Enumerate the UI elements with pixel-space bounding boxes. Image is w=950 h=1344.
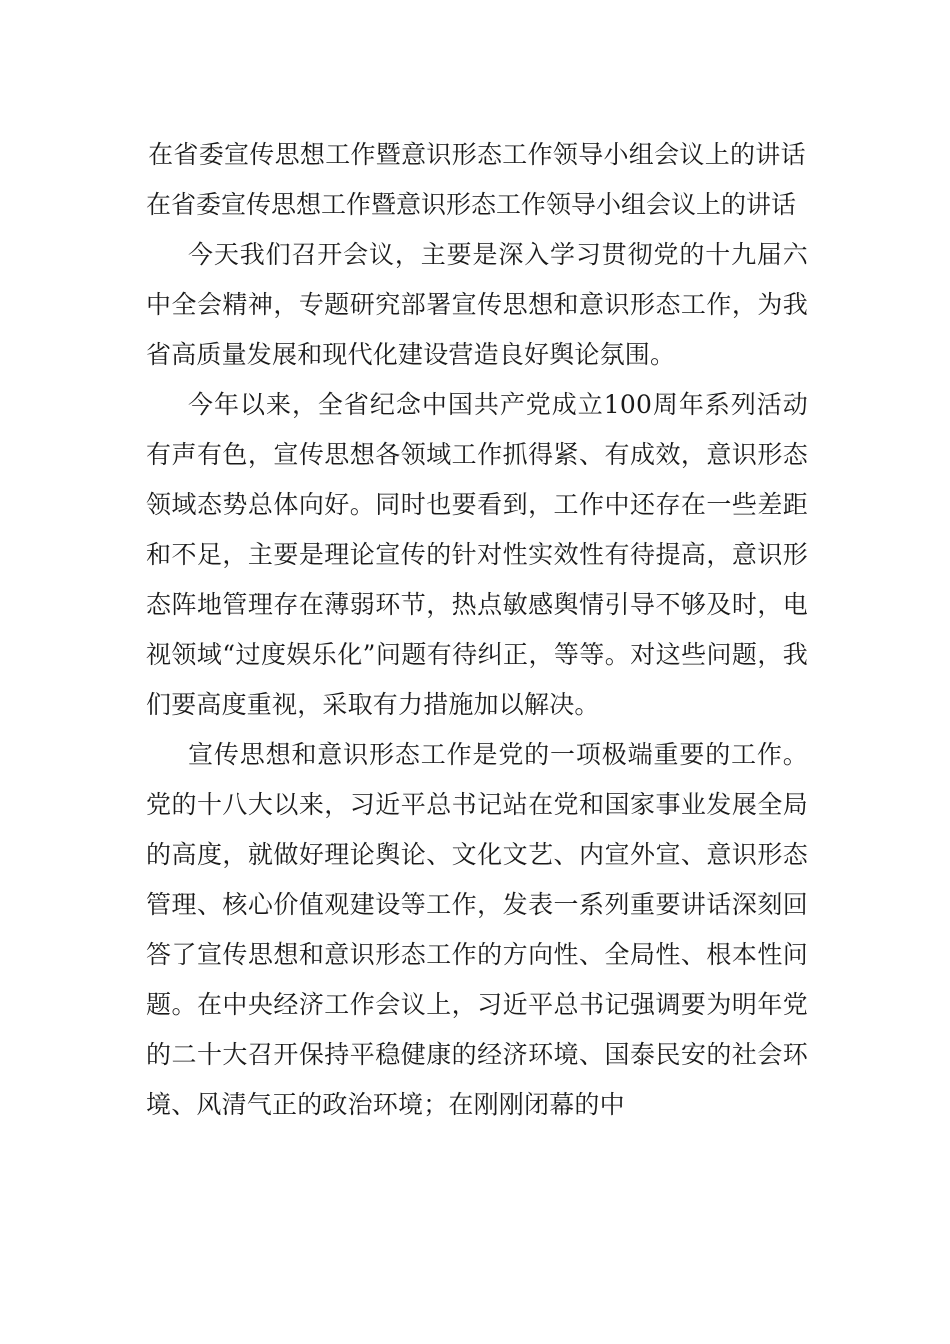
document-body <box>146 130 808 1130</box>
paragraph-2: 今年以来，全省纪念中国共产党成立100周年系列活动有声有色，宣传思想各领域工作抓得紧、有成效，意识形态领域态势总体向好。同时也要看到，工作中还存在一些差距和不足，主要是理论宣传的针对性实效性有待提高，意识形态阵地管理存在薄弱环节，热点敏感舆情引导不够及时，电视领域“过度娱乐化”问题有待纠正，等等。对这些问题，我们要高度重视，采取有力措施加以解决。 <box>146 390 808 719</box>
document-subheading: 在省委宣传思想工作暨意识形态工作领导小组会议上的讲话 <box>146 190 797 219</box>
paragraph-1: 今天我们召开会议，主要是深入学习贯彻党的十九届六中全会精神，专题研究部署宣传思想和意识形态工作，为我省高质量发展和现代化建设营造良好舆论氛围。 <box>146 240 808 369</box>
paragraph-3: 宣传思想和意识形态工作是党的一项极端重要的工作。党的十八大以来，习近平总书记站在党和国家事业发展全局的高度，就做好理论舆论、文化文艺、内宣外宣、意识形态管理、核心价值观建设等工作，发表一系列重要讲话深刻回答了宣传思想和意识形态工作的方向性、全局性、根本性问题。在中央经济工作会议上，习近平总书记强调要为明年党的二十大召开保持平稳健康的经济环境、国泰民安的社会环境、风清气正的政治环境；在刚刚闭幕的中 <box>146 740 808 1119</box>
document-title: 在省委宣传思想工作暨意识形态工作领导小组会议上的讲话 <box>148 140 806 169</box>
